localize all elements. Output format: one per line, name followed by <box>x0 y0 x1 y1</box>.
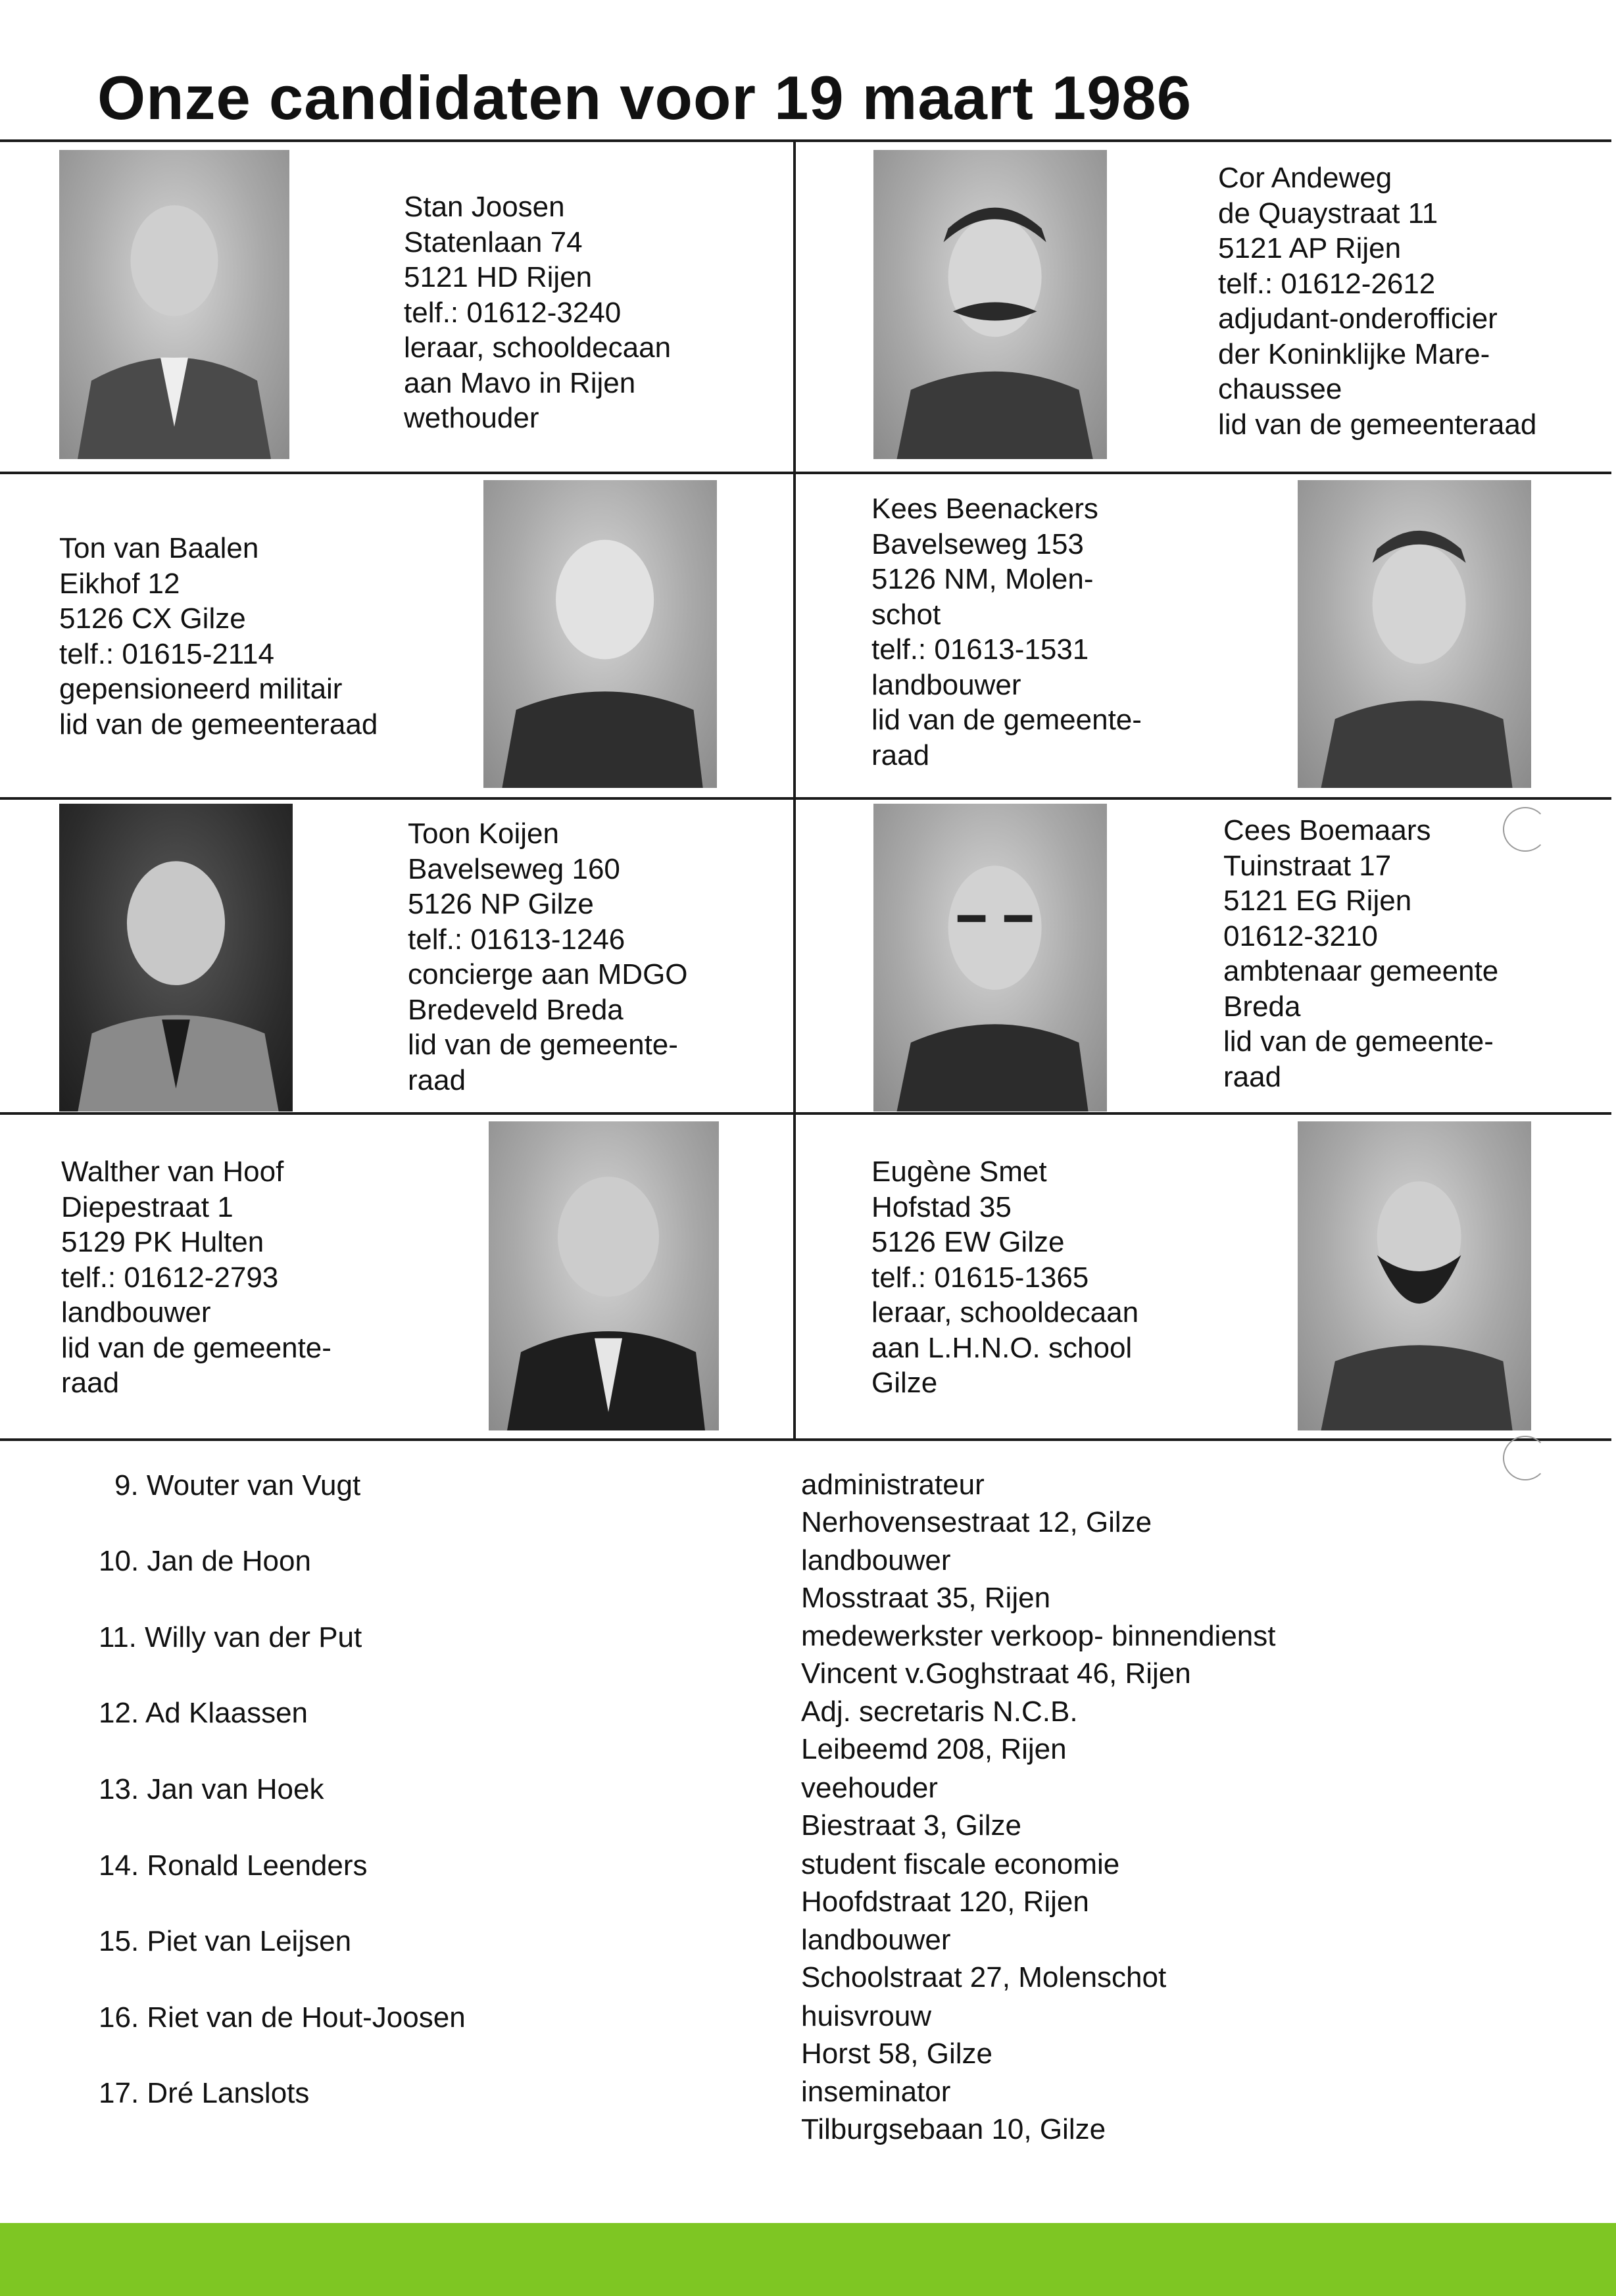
candidate-entry: Cees Boemaars Tuinstraat 17 5121 EG Rijen 01612-3210 ambtenaar gemeente Breda lid van de gemeente- raad <box>1223 814 1499 1093</box>
candidate-entry: Cor Andeweg de Quaystraat 11 5121 AP Rijen telf.: 01612-2612 adjudant-onderofficier der Koninklijke Mare- chaussee lid van de gemeenteraad <box>1218 162 1537 441</box>
divider <box>0 472 1611 474</box>
list-item-name: 13. Jan van Hoek <box>99 1773 324 1805</box>
list-item-info: Adj. secretaris N.C.B. Leibeemd 208, Rijen <box>801 1696 1078 1765</box>
candidate-photo <box>59 804 293 1111</box>
list-item-info: medewerkster verkoop- binnendienst Vincent v.Goghstraat 46, Rijen <box>801 1620 1276 1690</box>
divider <box>0 139 1611 142</box>
candidate-photo <box>489 1121 719 1430</box>
list-item-info: huisvrouw Horst 58, Gilze <box>801 2000 992 2070</box>
accent-band <box>0 2223 1616 2296</box>
list-item-name: 15. Piet van Leijsen <box>99 1925 352 1957</box>
list-item-name: 9. Wouter van Vugt <box>114 1469 361 1502</box>
candidate-photo <box>59 150 289 459</box>
candidate-photo <box>483 480 717 788</box>
list-item-name: 11. Willy van der Put <box>99 1621 362 1653</box>
candidate-entry: Kees Beenackers Bavelseweg 153 5126 NM, Molen- schot telf.: 01613-1531 landbouwer lid van de gemeente- raad <box>871 493 1142 771</box>
candidate-photo <box>1298 1121 1531 1430</box>
list-item-info: student fiscale economie Hoofdstraat 120, Rijen <box>801 1848 1120 1918</box>
list-item-name: 12. Ad Klaassen <box>99 1697 308 1729</box>
list-item-info: inseminator Tilburgsebaan 10, Gilze <box>801 2076 1106 2145</box>
divider <box>0 797 1611 800</box>
punch-hole <box>1503 1436 1548 1480</box>
page-title: Onze candidaten voor 19 maart 1986 <box>97 63 1192 132</box>
candidate-entry: Ton van Baalen Eikhof 12 5126 CX Gilze telf.: 01615-2114 gepensioneerd militair lid van de gemeenteraad <box>59 532 378 741</box>
candidate-entry: Stan Joosen Statenlaan 74 5121 HD Rijen telf.: 01612-3240 leraar, schooldecaan aan Mavo in Rijen wethouder <box>404 191 672 434</box>
list-item-info: landbouwer Schoolstraat 27, Molenschot <box>801 1924 1167 1993</box>
candidate-photo <box>873 150 1107 459</box>
divider <box>0 1112 1611 1115</box>
candidate-entry: Toon Koijen Bavelseweg 160 5126 NP Gilze telf.: 01613-1246 concierge aan MDGO Bredeveld Breda lid van de gemeente- raad <box>408 818 688 1096</box>
candidate-entry: Eugène Smet Hofstad 35 5126 EW Gilze telf.: 01615-1365 leraar, schooldecaan aan L.H.N.O. school Gilze <box>871 1156 1139 1399</box>
list-item-name: 17. Dré Lanslots <box>99 2077 310 2109</box>
candidate-photo <box>1298 480 1531 788</box>
punch-hole <box>1503 807 1548 852</box>
list-item-name: 10. Jan de Hoon <box>99 1545 311 1577</box>
divider <box>0 1438 1611 1441</box>
list-item-info: landbouwer Mosstraat 35, Rijen <box>801 1544 1051 1614</box>
list-item-name: 16. Riet van de Hout-Joosen <box>99 2001 466 2034</box>
divider <box>793 139 796 1440</box>
candidate-photo <box>873 804 1107 1111</box>
candidate-entry: Walther van Hoof Diepestraat 1 5129 PK Hulten telf.: 01612-2793 landbouwer lid van de gemeente- raad <box>61 1156 331 1399</box>
list-item-info: veehouder Biestraat 3, Gilze <box>801 1772 1022 1842</box>
list-item-info: administrateur Nerhovensestraat 12, Gilze <box>801 1469 1152 1538</box>
list-item-name: 14. Ronald Leenders <box>99 1849 368 1882</box>
